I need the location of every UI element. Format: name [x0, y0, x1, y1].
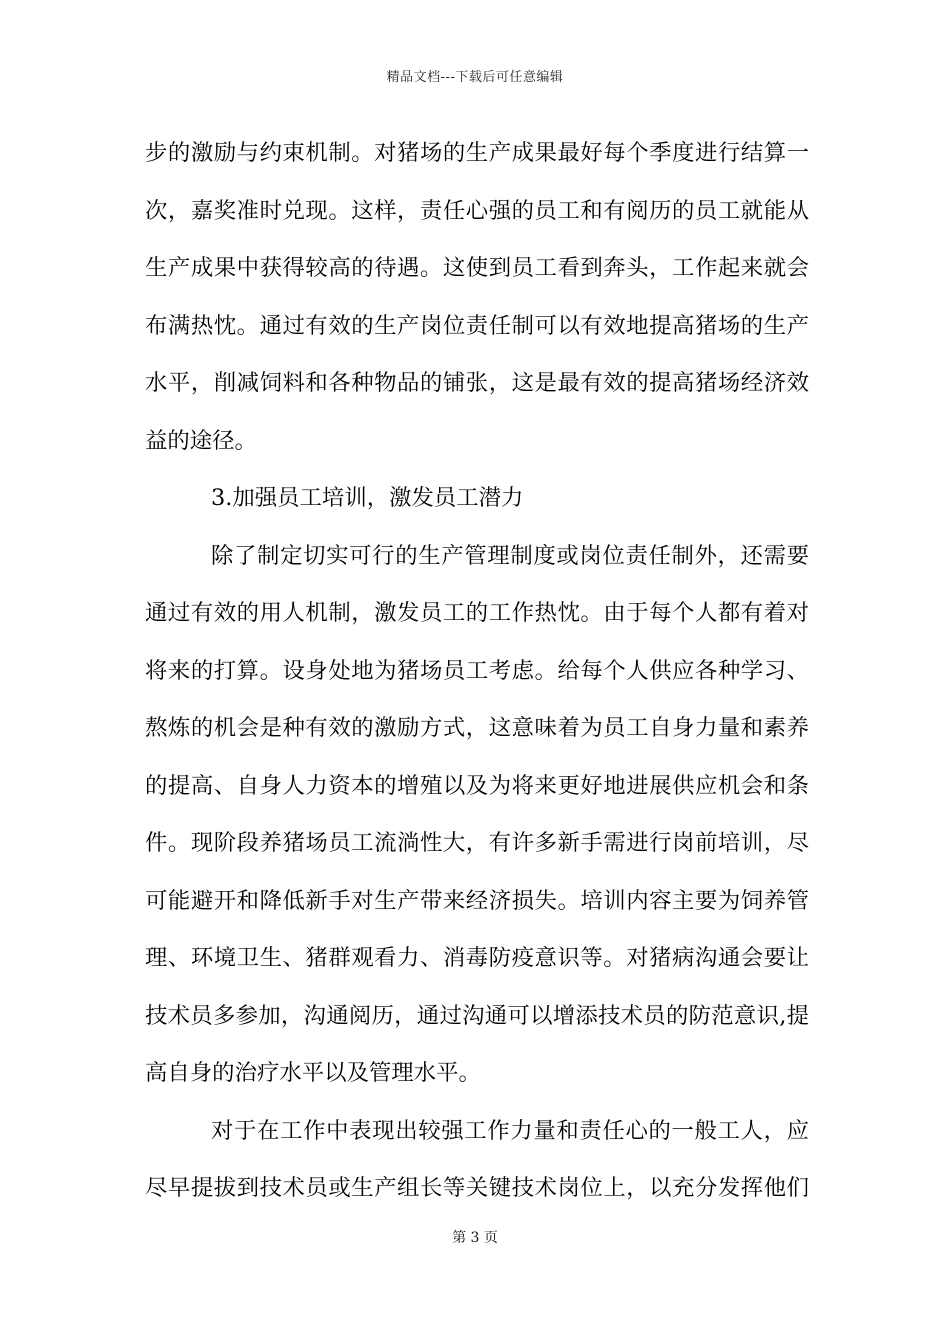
paragraph-3 — [145, 1108, 809, 1223]
paragraph-1-line: 益的途径。 — [145, 427, 257, 454]
paragraph-2 — [145, 533, 809, 1108]
paragraph-2-line: 理、环境卫生、猪群观看力、消毒防疫意识等。对猪病沟通会要让 — [145, 945, 809, 971]
page-number: 第 3 页 — [452, 1230, 498, 1246]
paragraph-2-line: 的提高、自身人力资本的增殖以及为将来更好地进展供应机会和条 — [145, 772, 809, 799]
paragraph-3-line: 对于在工作中表现出较强工作力量和责任心的一般工人，应 — [211, 1117, 809, 1144]
paragraph-2-line: 技术员多参加，沟通阅历，通过沟通可以增添技术员的防范意识,提 — [145, 1002, 809, 1029]
paragraph-1-line: 布满热忱。通过有效的生产岗位责任制可以有效地提高猪场的生产 — [145, 312, 809, 339]
paragraph-2-line: 熬炼的机会是种有效的激励方式，这意味着为员工自身力量和素养 — [145, 715, 809, 741]
section-heading: 3.加强员工培训，激发员工潜力 — [211, 485, 524, 511]
paragraph-1-line: 水平，削减饲料和各种物品的铺张，这是最有效的提高猪场经济效 — [145, 370, 809, 396]
page-header: 精品文档---下载后可任意编辑 — [386, 70, 564, 85]
paragraph-3-line: 尽早提拔到技术员或生产组长等关键技术岗位上，以充分发挥他们 — [145, 1175, 809, 1201]
paragraph-1-line: 步的激励与约束机制。对猪场的生产成果最好每个季度进行结算一 — [145, 140, 809, 166]
paragraph-1-line: 生产成果中获得较高的待遇。这使到员工看到奔头，工作起来就会 — [145, 255, 809, 281]
paragraph-2-line: 通过有效的用人机制，激发员工的工作热忱。由于每个人都有着对 — [145, 600, 809, 626]
paragraph-2-line: 除了制定切实可行的生产管理制度或岗位责任制外，还需要 — [211, 542, 809, 569]
paragraph-2-line: 高自身的治疗水平以及管理水平。 — [145, 1060, 481, 1086]
document-body — [145, 130, 809, 1223]
paragraph-1 — [145, 130, 809, 475]
paragraph-2-line: 将来的打算。设身处地为猪场员工考虑。给每个人供应各种学习、 — [145, 657, 809, 684]
paragraph-2-line: 可能避开和降低新手对生产带来经济损失。培训内容主要为饲养管 — [145, 887, 809, 914]
paragraph-1-line: 次，嘉奖准时兑现。这样，责任心强的员工和有阅历的员工就能从 — [145, 197, 809, 224]
paragraph-2-line: 件。现阶段养猪场员工流淌性大，有许多新手需进行岗前培训，尽 — [145, 830, 809, 856]
